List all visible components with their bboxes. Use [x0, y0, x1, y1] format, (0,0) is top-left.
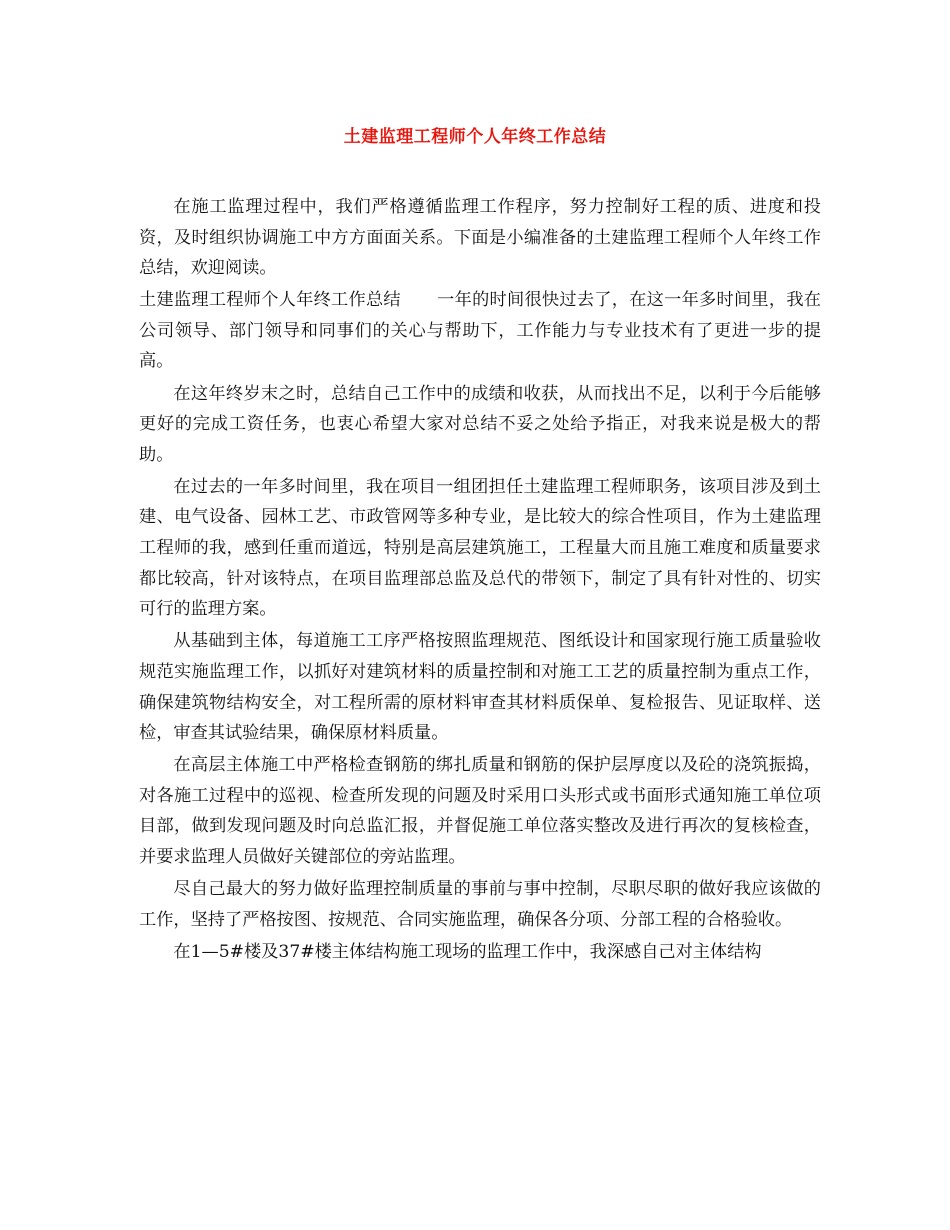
document-title: 土建监理工程师个人年终工作总结: [343, 127, 607, 147]
subheading-text: 土建监理工程师个人年终工作总结: [139, 290, 401, 311]
paragraph-5: 在高层主体施工中严格检查钢筋的绑扎质量和钢筋的保护层厚度以及砼的浇筑振捣，对各施工过程中的巡视、检查所发现的问题及时采用口头形式或书面形式通知施工单位项目部，做到发现问题及时向总监汇报，并督促施工单位落实整改及进行再次的复核检查，并要求监理人员做好关键部位的旁站监理。: [139, 755, 821, 867]
paragraph-3: 在过去的一年多时间里，我在项目一组团担任土建监理工程师职务，该项目涉及到土建、电气设备、园林工艺、市政管网等多种专业，是比较大的综合性项目，作为土建监理工程师的我，感到任重而道远，特别是高层建筑施工，工程量大而且施工难度和质量要求都比较高，针对该特点，在项目监理部总监及总代的带领下，制定了具有针对性的、切实可行的监理方案。: [139, 476, 821, 620]
paragraph-2: 在这年终岁末之时，总结自己工作中的成绩和收获，从而找出不足，以利于今后能够更好的完成工资任务，也衷心希望大家对总结不妥之处给予指正，对我来说是极大的帮助。: [139, 383, 821, 465]
document-body: [139, 192, 821, 969]
paragraph-4: 从基础到主体，每道施工工序严格按照监理规范、图纸设计和国家现行施工质量验收规范实施监理工作，以抓好对建筑材料的质量控制和对施工工艺的质量控制为重点工作，确保建筑物结构安全，对工程所需的原材料审查其材料质保单、复检报告、见证取样、送检，审查其试验结果，确保原材料质量。: [139, 631, 821, 744]
paragraph-7: 在1—5#楼及37#楼主体结构施工现场的监理工作中，我深感自己对主体结构: [173, 941, 762, 962]
subheading-paragraph: [139, 285, 821, 377]
paragraph-6: 尽自己最大的努力做好监理控制质量的事前与事中控制，尽职尽职的做好我应该做的工作，坚持了严格按图、按规范、合同实施监理，确保各分项、分部工程的合格验收。: [139, 879, 821, 930]
paragraph-1-text: 一年的时间很快过去了，在这一年多时间里，我在公司领导、部门领导和同事们的关心与帮助下，工作能力与专业技术有了更进一步的提高。: [139, 290, 821, 372]
intro-paragraph: 在施工监理过程中，我们严格遵循监理工作程序，努力控制好工程的质、进度和投资，及时组织协调施工中方方面面关系。下面是小编准备的土建监理工程师个人年终工作总结，欢迎阅读。: [139, 197, 821, 279]
